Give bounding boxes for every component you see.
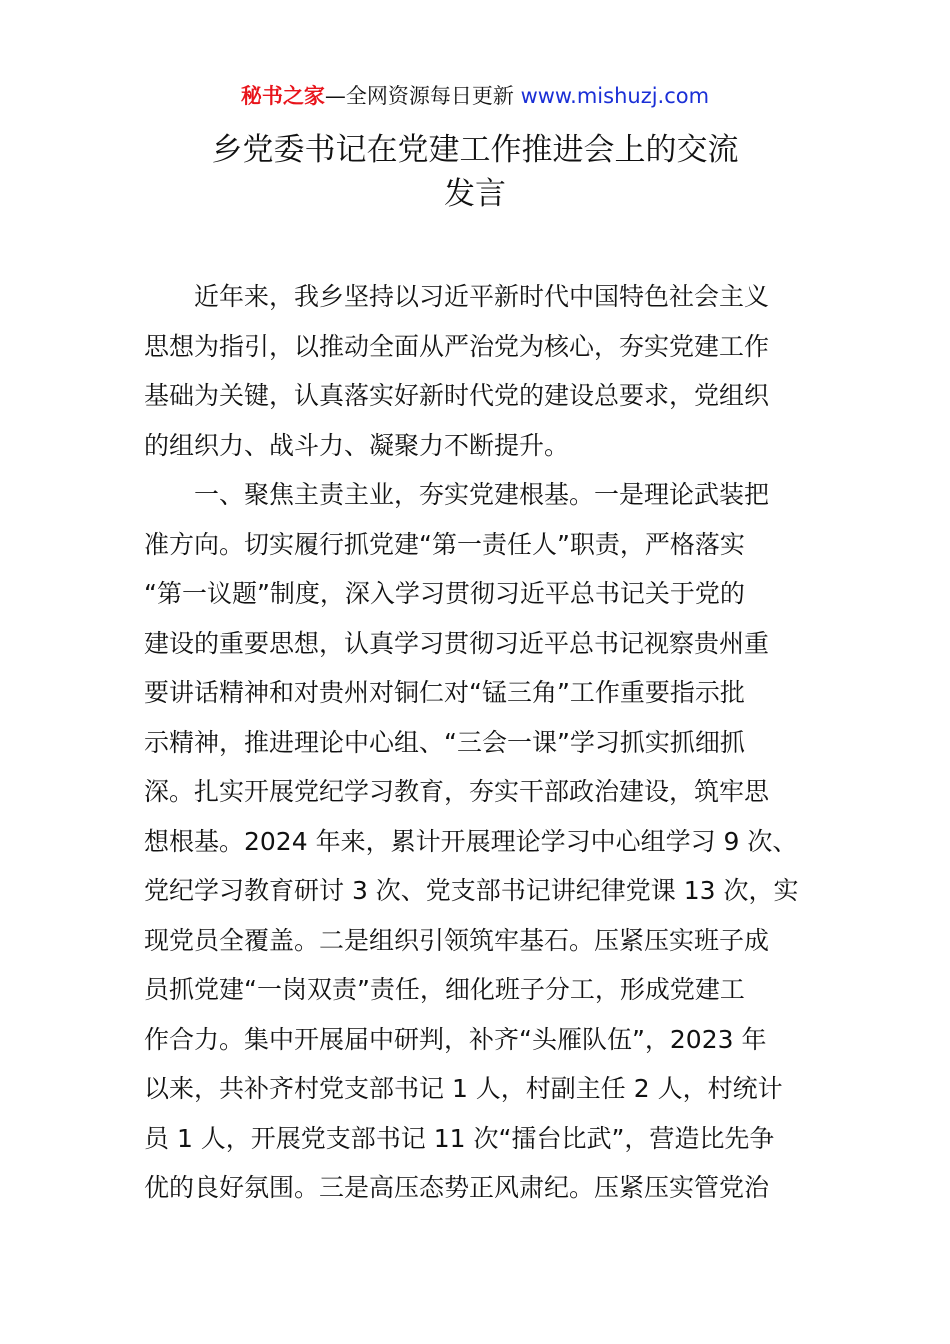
text-line: 的组织力、战斗力、凝聚力不断提升。: [144, 430, 570, 460]
document-title: [0, 128, 950, 216]
text-line: 作合力。集中开展届中研判，补齐“头雁队伍”，2023 年: [144, 1024, 767, 1054]
text-line: 想根基。2024 年来，累计开展理论学习中心组学习 9 次、: [144, 826, 798, 856]
text-line: 深。扎实开展党纪学习教育，夯实干部政治建设，筑牢思: [144, 777, 770, 806]
text-line: 准方向。切实履行抓党建“第一责任人”职责，严格落实: [144, 529, 745, 559]
text-line: 员抓党建“一岗双责”责任，细化班子分工，形成党建工: [144, 975, 745, 1004]
title-line-2: 发言: [444, 176, 506, 212]
text-line: 员 1 人，开展党支部书记 11 次“擂台比武”，营造比先争: [144, 1123, 775, 1153]
title-line-1: 乡党委书记在党建工作推进会上的交流: [211, 132, 739, 168]
paragraph-intro: [144, 272, 808, 470]
text-line: “第一议题”制度，深入学习贯彻习近平总书记关于党的: [144, 579, 745, 608]
document-body: [144, 272, 808, 1213]
text-line: 现党员全覆盖。二是组织引领筑牢基石。压紧压实班子成: [144, 925, 770, 955]
text-line: 思想为指引，以推动全面从严治党为核心，夯实党建工作: [144, 331, 770, 361]
banner-tagline: —全网资源每日更新: [324, 84, 521, 108]
text-line: 优的良好氛围。三是高压态势正风肃纪。压紧压实管党治: [144, 1173, 770, 1202]
text-line: 以来，共补齐村党支部书记 1 人，村副主任 2 人，村统计: [144, 1074, 783, 1103]
text-line: 基础为关键，认真落实好新时代党的建设总要求，党组织: [144, 381, 770, 410]
text-line: 党纪学习教育研讨 3 次、党支部书记讲纪律党课 13 次，实: [144, 876, 799, 905]
banner-brand: 秘书之家: [240, 84, 325, 108]
site-banner: [0, 82, 950, 110]
text-line: 要讲话精神和对贵州对铜仁对“锰三角”工作重要指示批: [144, 678, 745, 707]
text-line: 近年来，我乡坚持以习近平新时代中国特色社会主义: [194, 282, 770, 311]
banner-url-link[interactable]: www.mishuzj.com: [520, 84, 710, 108]
paragraph-section-1: [144, 470, 808, 1213]
text-line: 示精神，推进理论中心组、“三会一课”学习抓实抓细抓: [144, 727, 745, 757]
text-line: 一、聚焦主责主业，夯实党建根基。一是理论武装把: [194, 480, 770, 509]
text-line: 建设的重要思想，认真学习贯彻习近平总书记视察贵州重: [144, 628, 770, 658]
